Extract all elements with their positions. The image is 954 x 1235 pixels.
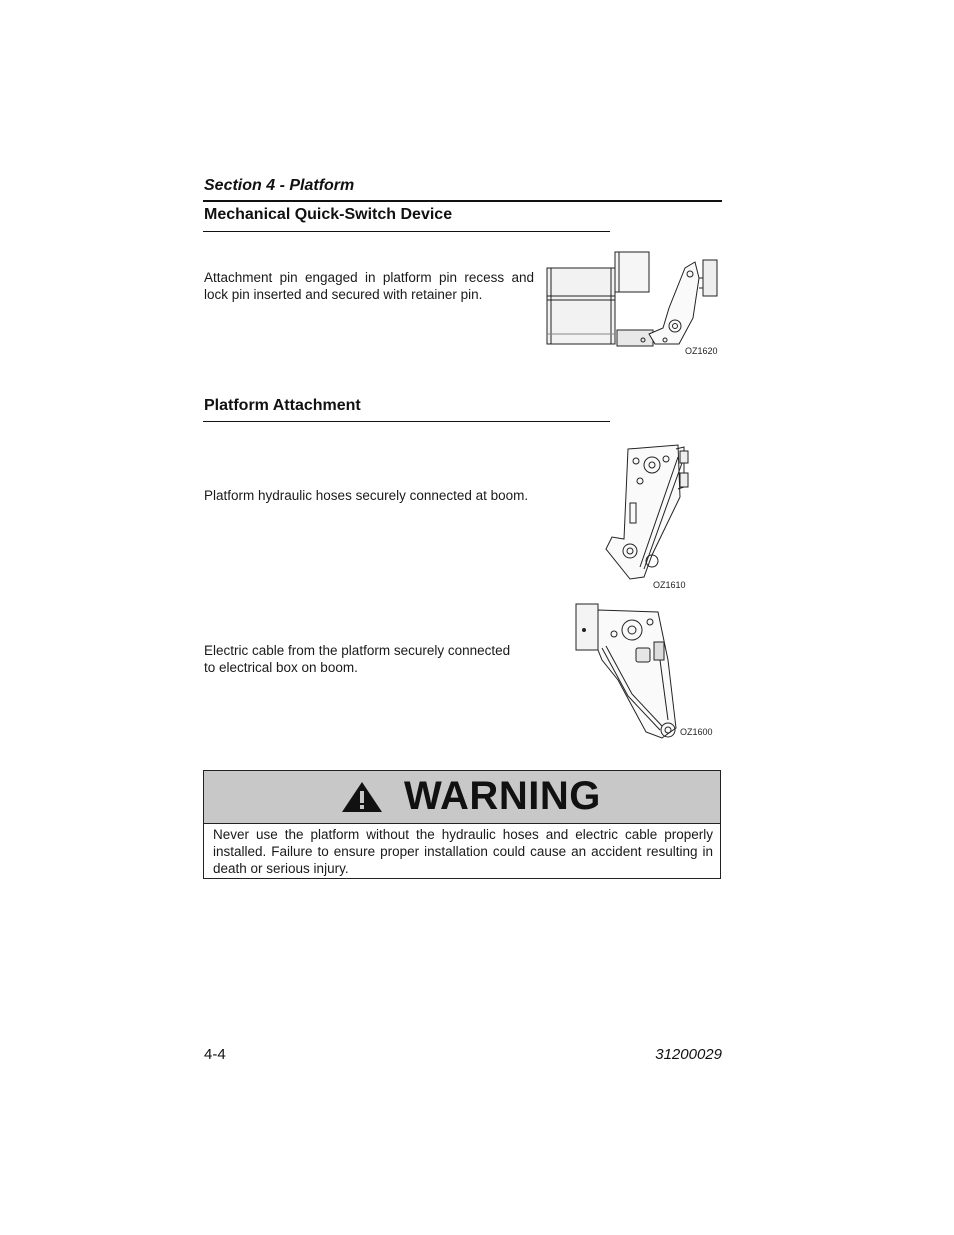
warning-text: Never use the platform without the hydraulic hoses and electric cable properly installed. Failure to ensure proper installation could cause an accident resulting in death or serious injury. bbox=[213, 827, 713, 876]
quick-switch-text: Attachment pin engaged in platform pin recess and lock pin inserted and secured with retainer pin. bbox=[204, 270, 534, 302]
section-rule bbox=[203, 200, 722, 202]
hydraulic-hoses-illustration bbox=[600, 437, 695, 582]
hoses-text: Platform hydraulic hoses securely connected at boom. bbox=[204, 488, 529, 503]
quick-switch-illustration bbox=[545, 248, 725, 348]
warning-header bbox=[204, 771, 720, 824]
cable-text bbox=[204, 642, 544, 676]
warning-triangle-icon bbox=[340, 780, 384, 814]
quick-switch-heading: Mechanical Quick-Switch Device bbox=[204, 206, 453, 223]
platform-attachment-heading: Platform Attachment bbox=[204, 397, 361, 414]
figure-label-oz1600: OZ1600 bbox=[680, 727, 713, 737]
cable-text-line-1: Electric cable from the platform securely connected bbox=[204, 643, 511, 658]
figure-label-oz1610: OZ1610 bbox=[653, 580, 686, 590]
electrical-box-illustration bbox=[572, 600, 682, 745]
quick-switch-rule bbox=[203, 231, 610, 232]
page-number: 4-4 bbox=[204, 1046, 226, 1063]
figure-label-oz1620: OZ1620 bbox=[685, 346, 718, 356]
warning-title: WARNING bbox=[404, 774, 601, 818]
platform-attachment-rule bbox=[203, 421, 610, 422]
cable-text-line-2: to electrical box on boom. bbox=[204, 660, 358, 675]
section-title: Section 4 - Platform bbox=[204, 177, 355, 194]
document-number: 31200029 bbox=[655, 1046, 722, 1063]
warning-box bbox=[203, 770, 721, 879]
